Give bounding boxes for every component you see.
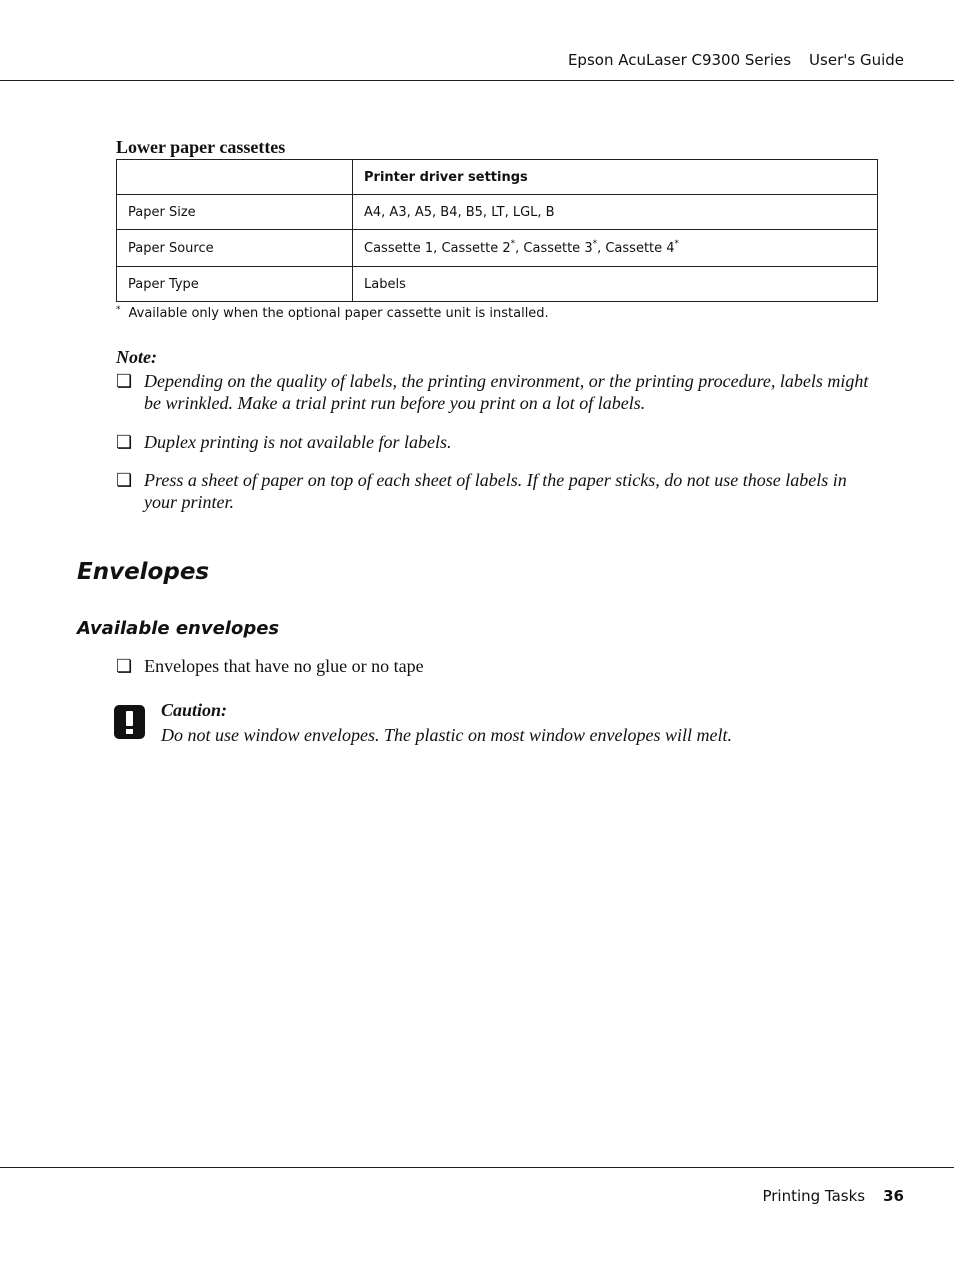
table-row (117, 195, 878, 230)
section-label: Lower paper cassettes (116, 137, 286, 157)
value-part: , Cassette 3 (515, 240, 593, 256)
table-row (117, 230, 878, 267)
header-rule (0, 80, 954, 81)
footnote-text: Available only when the optional paper cassette unit is installed. (128, 306, 549, 321)
page-footer (762, 1187, 904, 1205)
value-part: , Cassette 4 (597, 240, 675, 256)
footnote-mark: * (116, 305, 121, 315)
note-item-text: Duplex printing is not available for labels. (144, 432, 452, 452)
note-title: Note: (116, 347, 157, 367)
checkbox-bullet-icon: ❏ (116, 371, 133, 391)
caution-icon (114, 705, 145, 739)
settings-table (116, 159, 878, 302)
table-row-label: Paper Size (117, 195, 353, 230)
table-row-label: Paper Source (117, 230, 353, 267)
table-row-label: Paper Type (117, 267, 353, 302)
page-number: 36 (883, 1187, 904, 1205)
envelope-item (116, 655, 424, 677)
value-part: Cassette 1, Cassette 2 (364, 240, 511, 256)
caution-title: Caution: (161, 700, 228, 720)
footnote-ref: * (674, 238, 680, 249)
caution-text: Do not use window envelopes. The plastic on most window envelopes will melt. (161, 725, 732, 745)
table-header-row (117, 160, 878, 195)
page-header (568, 51, 904, 69)
checkbox-bullet-icon: ❏ (116, 432, 133, 452)
available-envelopes-heading: Available envelopes (77, 618, 280, 639)
table-row-value: A4, A3, A5, B4, B5, LT, LGL, B (353, 195, 878, 230)
header-product: Epson AcuLaser C9300 Series (567, 51, 792, 69)
footnote-ref: * (592, 238, 598, 249)
footnote-ref: * (510, 238, 516, 249)
header-guide: User's Guide (809, 51, 904, 69)
checkbox-bullet-icon: ❏ (116, 656, 133, 676)
note-item (116, 431, 878, 453)
table-row-value (353, 230, 878, 267)
table-header-cell: Printer driver settings (353, 160, 878, 195)
table-row-value: Labels (353, 267, 878, 302)
note-item (116, 370, 878, 414)
note-item-text: Press a sheet of paper on top of each sheet of labels. If the paper sticks, do not use those labels in your printer. (144, 470, 847, 512)
footer-rule (0, 1167, 954, 1168)
note-item (116, 469, 878, 513)
table-header-cell (117, 160, 353, 195)
table-row (117, 267, 878, 302)
table-footnote (116, 306, 549, 321)
envelope-item-text: Envelopes that have no glue or no tape (144, 656, 424, 676)
checkbox-bullet-icon: ❏ (116, 470, 133, 490)
note-item-text: Depending on the quality of labels, the printing environment, or the printing procedure, labels might be wrinkled. Make a trial print run before you print on a lot of labels. (144, 371, 869, 413)
envelopes-heading: Envelopes (77, 559, 210, 585)
footer-section: Printing Tasks (762, 1187, 866, 1205)
